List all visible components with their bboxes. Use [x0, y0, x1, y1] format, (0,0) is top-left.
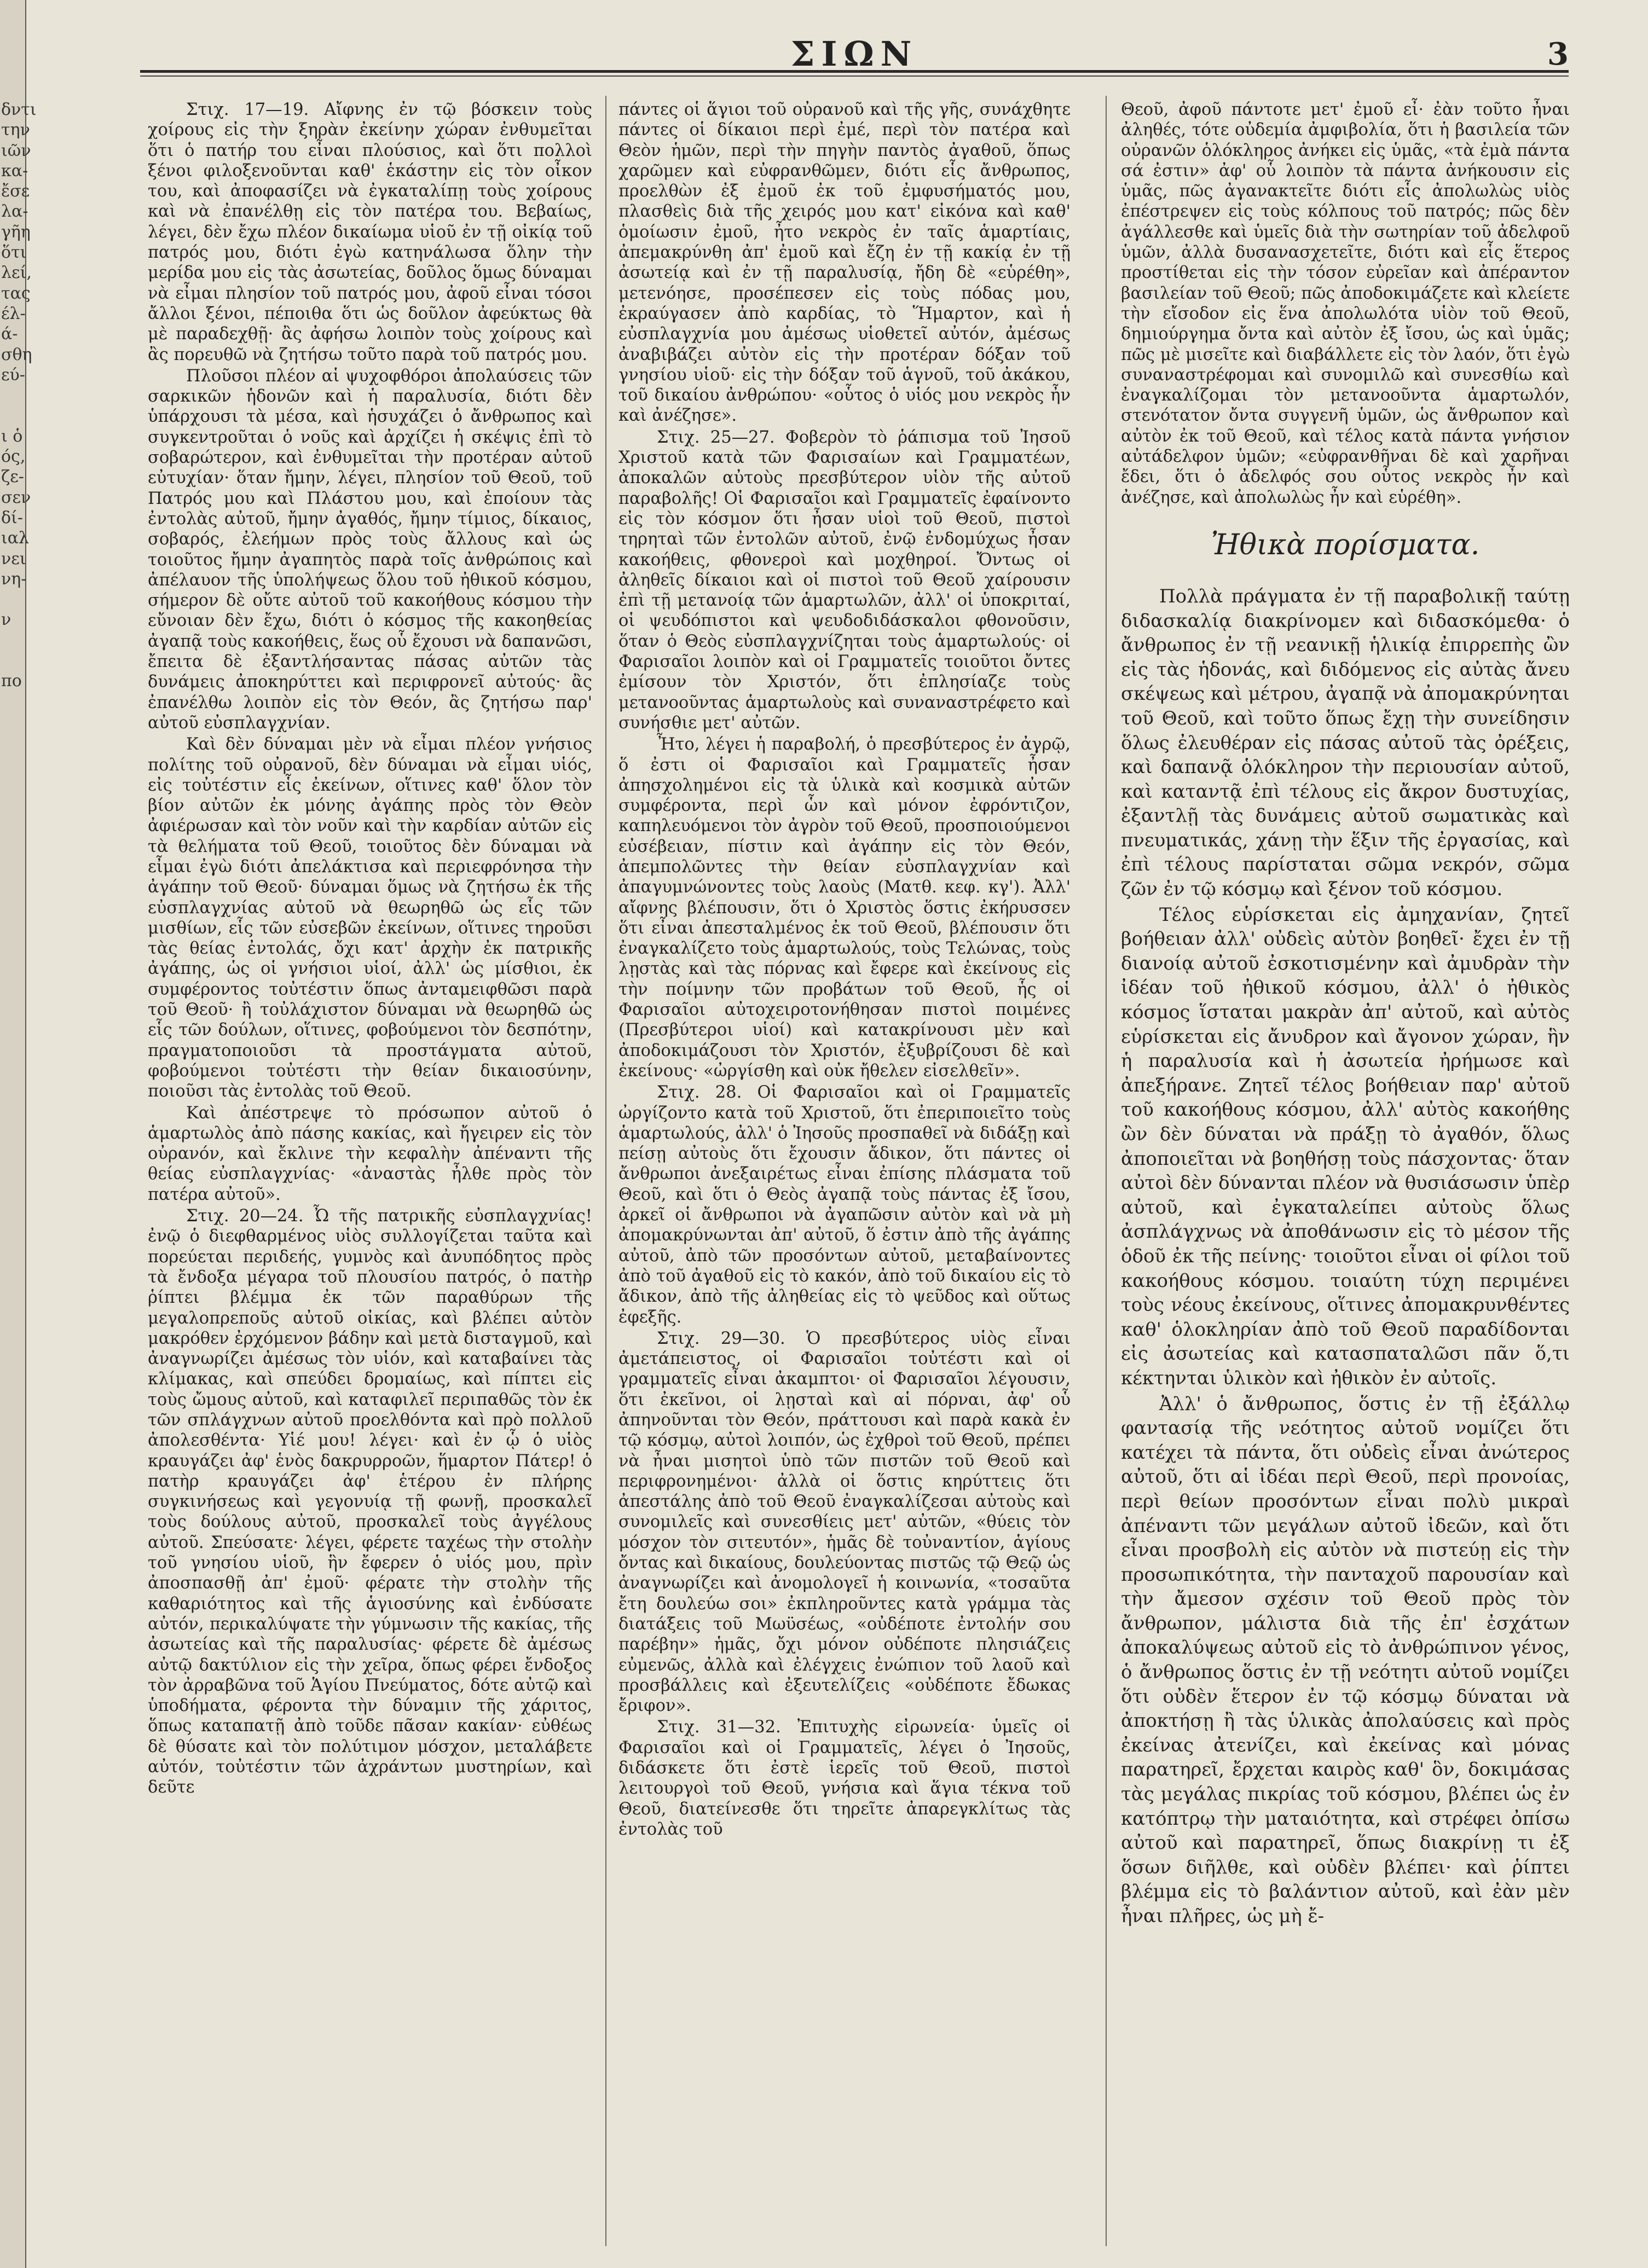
- section-heading: Ἠθικὰ πορίσματα.: [1211, 528, 1480, 561]
- paragraph: Στιχ. 28. Οἱ Φαρισαῖοι καὶ οἱ Γραμματεῖς ὠργίζοντο κατὰ τοῦ Χριστοῦ, ὅτι ἐπεριποιεῖτο τοὺς ἁμαρτωλούς, ἀλλ' ὁ Ἰησοῦς προσπαθεῖ νὰ διδάξῃ καὶ πείσῃ αὐτοὺς ὅτι ἔχουσιν ἄδικον, ὅτι πάντες οἱ ἄνθρωποι ἀνεξαιρέτως εἶναι ἐπίσης πλάσματα τοῦ Θεοῦ, καὶ ὅτι ὁ Θεὸς ἀγαπᾷ τοὺς πάντας ἐξ ἴσου, ἀρκεῖ οἱ ἄνθρωποι νὰ ἀγαπῶσιν αὐτὸν καὶ νὰ μὴ ἀπομακρύνωνται ἀπ' αὐτοῦ, ὅ ἐστιν ἀπὸ τῆς ἀγάπης αὐτοῦ, ἀπὸ τῶν προσόντων αὐτοῦ, μεταβαίνοντες ἀπὸ τοῦ ἀγαθοῦ εἰς τὸ κακόν, ἀπὸ τοῦ δικαίου εἰς τὸ ἄδικον, ἀπὸ τῆς ἀληθείας εἰς τὸ ψεῦδος καὶ οὕτως ἐφεξῆς.: [618, 1083, 1071, 1327]
- left-margin-fragments: δντι την ιῶν κα- ἔσε λα- γῆη ὅτι λεί, τας έλ- ά- σθη εύ- ι ὁ ός, ζε- σεν δί- ιαλ νει νη- ν πο: [1, 100, 37, 691]
- paragraph: Στιχ. 29—30. Ὁ πρεσβύτερος υἱὸς εἶναι ἀμετάπειστος, οἱ Φαρισαῖοι τοὐτέστι καὶ οἱ γραμματεῖς εἶναι ἀκαμπτοι· οἱ Φαρισαῖοι λέγουσιν, ὅτι ἐκεῖνοι, οἱ λῃσταὶ καὶ αἱ πόρναι, ἀφ' οὗ ἀπηνοῦνται τὸν Θεόν, πράττουσι καὶ παρὰ κακὰ ἐν τῷ κόσμῳ, αὐτοὶ λοιπόν, ὡς ἐχθροὶ τοῦ Θεοῦ, πρέπει νὰ ἦναι μισητοὶ ὑπὸ τῶν πιστῶν τοῦ Θεοῦ καὶ περιφρονημένοι· ἀλλὰ οἱ ὅστις κηρύττεις ὅτι ἀπεστάλης ἀπὸ τοῦ Θεοῦ ἐναγκαλίζεσαι αὐτοὺς καὶ συνομιλεῖς καὶ συνεσθίεις μετ' αὐτῶν, «θύεις τὸν μόσχον τὸν σιτευτόν», ἡμᾶς δὲ τοὐναντίον, ἁγίους ὄντας καὶ δικαίους, δουλεύοντας πιστῶς τῷ Θεῷ ὡς ἀναγνωρίζει καὶ ἀνομολογεῖ ἡ κοινωνία, «τοσαῦτα ἔτη δουλεύω σοι» ἐκπληροῦντες κατὰ γράμμα τὰς διατάξεις τοῦ Μωϋσέως, «οὐδέποτε ἐντολήν σου παρέβην» ἡμᾶς, ὄχι μόνον οὐδέποτε πλησιάζεις εὐμενῶς, ἀλλὰ καὶ ἐλέγχεις ἐνώπιον τοῦ λαοῦ καὶ προσβάλλεις καὶ ἐξευτελίζεις «οὐδέποτε ἔδωκας ἔριφον».: [618, 1329, 1071, 1716]
- paragraph: Ἀλλ' ὁ ἄνθρωπος, ὅστις ἐν τῇ ἐξάλλῳ φαντασίᾳ τῆς νεότητος αὐτοῦ νομίζει ὅτι κατέχει τὰ πάντα, ὅτι οὐδεὶς εἶναι ἀνώτερος αὐτοῦ, ὅτι αἱ ἰδέαι περὶ Θεοῦ, περὶ προνοίας, περὶ θείων προσόντων εἶναι πολὺ μικραὶ ἀπέναντι τῶν μεγάλων αὐτοῦ ἰδεῶν, καὶ ὅτι εἶναι προσβολὴ εἰς αὐτὸν νὰ πιστεύῃ εἰς τὴν προσωπικότητα, τὴν πανταχοῦ παρουσίαν καὶ τὴν ἄμεσον σχέσιν τοῦ Θεοῦ πρὸς τὸν ἄνθρωπον, μάλιστα διὰ τῆς ἐπ' ἐσχάτων ἀποκαλύψεως αὐτοῦ εἰς τὸ ἀνθρώπινον γένος, ὁ ἄνθρωπος ὅστις ἐν τῇ νεότητι αὐτοῦ νομίζει ὅτι οὐδὲν ἕτερον ἐν τῷ κόσμῳ δύναται νὰ ἀποκτήσῃ ἢ τὰς ὑλικὰς ἀπολαύσεις καὶ πρὸς ἐκείνας ἀτενίζει, καὶ ἐκείνας καὶ μόνας παρατηρεῖ, ἔρχεται καιρὸς καθ' ὃν, δοκιμάσας τὰς μεγάλας πικρίας τοῦ κόσμου, βλέπει ὡς ἐν κατόπτρῳ τὴν ματαιότητα, καὶ στρέφει ὀπίσω αὐτοῦ καὶ παρατηρεῖ, ὅπως διακρίνῃ τι ἐξ ὅσων διῆλθε, καὶ οὐδὲν βλέπει· καὶ ῥίπτει βλέμμα εἰς τὸ βαλάντιον αὐτοῦ, καὶ ἐὰν μὲν ἦναι πλῆρες, ὡς μὴ ἔ-: [1121, 1393, 1570, 1927]
- paragraph: Καὶ ἀπέστρεψε τὸ πρόσωπον αὐτοῦ ὁ ἁμαρτωλὸς ἀπὸ πάσης κακίας, καὶ ἤγειρεν εἰς τὸν οὐρανόν, καὶ ἔκλινε τὴν κεφαλὴν ἀπέναντι τῆς θείας εὐσπλαγχνίας· «ἀναστὰς ἦλθε πρὸς τὸν πατέρα αὐτοῦ».: [148, 1103, 592, 1204]
- paragraph: Καὶ δὲν δύναμαι μὲν νὰ εἶμαι πλέον γνήσιος πολίτης τοῦ οὐρανοῦ, δὲν δύναμαι νὰ εἶμαι υἱός, εἰς τοὐτέστιν εἷς ἐκείνων, οἵτινες καθ' ὅλον τὸν βίον αὐτῶν ἐκ μόνης ἀγάπης πρὸς τὸν Θεὸν ἀφιέρωσαν καὶ τὸν νοῦν καὶ τὴν καρδίαν αὐτῶν εἰς τὰ θελήματα τοῦ Θεοῦ, τοιοῦτος δὲν δύναμαι νὰ εἶμαι ἐγὼ διότι ἀπελάκτισα καὶ περιεφρόνησα τὴν ἀγάπην τοῦ Θεοῦ· δύναμαι ὅμως νὰ ζητήσω ἐκ τῆς εὐσπλαγχνίας αὐτοῦ νὰ θεωρηθῶ ὡς εἷς τῶν μισθίων, εἷς τῶν εὐσεβῶν ἐκείνων, οἵτινες τηροῦσι τὰς θείας ἐντολάς, ὄχι κατ' ἀρχὴν ἐκ πατρικῆς ἀγάπης, ὡς οἱ γνήσιοι υἱοί, ἀλλ' ὡς μίσθιοι, ἐκ συμφέροντος τοὐτέστιν ὅπως ἀνταμειφθῶσι παρὰ τοῦ Θεοῦ· ἢ τοὐλάχιστον δύναμαι νὰ θεωρηθῶ ὡς εἷς τῶν δούλων, οἵτινες, φοβούμενοι τὸν δεσπότην, πραγματοποιοῦσι τὰ προστάγματα αὐτοῦ, φοβούμενοι τοὐτέστι τὴν θείαν δικαιοσύνην, ποιοῦσι τὰς ἐντολὰς τοῦ Θεοῦ.: [148, 735, 592, 1101]
- paragraph: πάντες οἱ ἅγιοι τοῦ οὐρανοῦ καὶ τῆς γῆς, συνάχθητε πάντες οἱ δίκαιοι περὶ ἐμέ, περὶ τὸν πατέρα καὶ Θεὸν ἡμῶν, περὶ τὴν πηγὴν παντὸς ἀγαθοῦ, ὅπως χαρῶμεν καὶ εὐφρανθῶμεν, διότι εἷς ἄνθρωπος, προελθὼν ἐξ ἐμοῦ ἐκ τοῦ ἐμφυσήματός μου, πλασθεὶς διὰ τῆς χειρός μου κατ' εἰκόνα καὶ καθ' ὁμοίωσιν ἐμοῦ, ἦτο νεκρὸς ἐν ταῖς ἁμαρτίαις, ἀπεμακρύνθη ἀπ' ἐμοῦ καὶ ἔζη ἐν τῇ κακίᾳ ἐν τῇ ἀσωτείᾳ καὶ ἐν τῇ παραλυσίᾳ, ἤδη δὲ «εὑρέθη», μετενόησε, προσέπεσεν εἰς τοὺς πόδας μου, ἐκραύγασεν ἀπὸ καρδίας, τὸ Ἥμαρτον, καὶ ἡ εὐσπλαγχνία μου ἀμέσως υἱοθετεῖ αὐτόν, ἀμέσως ἀναβιβάζει αὐτὸν εἰς τὴν προτέραν δόξαν τοῦ γνησίου υἱοῦ· εἰς τὴν δόξαν τοῦ ἁγνοῦ, τοῦ ἀκάκου, τοῦ δικαίου ἀνθρώπου· «οὗτος ὁ υἱός μου νεκρὸς ἦν καὶ ἀνέζησε».: [618, 100, 1071, 426]
- paragraph: Θεοῦ, ἀφοῦ πάντοτε μετ' ἐμοῦ εἶ· ἐὰν τοῦτο ἦναι ἀληθές, τότε οὐδεμία ἀμφιβολία, ὅτι ἡ βασιλεία τῶν οὐρανῶν ὁλόκληρος ἀνήκει εἰς ὑμᾶς, «τὰ ἐμὰ πάντα σά ἐστιν» ἀφ' οὗ λοιπὸν τὰ πάντα ἀνήκουσιν εἰς ὑμᾶς, πῶς ἀγανακτεῖτε διότι εἷς ἀπολωλὼς υἱὸς ἐπέστρεψεν εἰς τοὺς κόλπους τοῦ πατρός; πῶς δὲν ἀγάλλεσθε καὶ ὑμεῖς διὰ τὴν σωτηρίαν τοῦ ἀδελφοῦ ὑμῶν, ἀλλὰ δυσανασχετεῖτε, διότι καὶ εἷς ἕτερος προστίθεται εἰς τὴν τόσον εὐρεῖαν καὶ ἀπέραντον βασιλείαν τοῦ Θεοῦ; πῶς ἀποδοκιμάζετε καὶ κλείετε τὴν εἴσοδον εἰς ἕνα ἀπολωλότα υἱὸν τοῦ Θεοῦ, δημιούργημα ὄντα καὶ αὐτὸν ἐξ ἴσου, ὡς καὶ ὑμᾶς; πῶς μὲ μισεῖτε καὶ διαβάλλετε εἰς τὸν λαόν, ὅτι ἐγὼ συναναστρέφομαι καὶ συνομιλῶ καὶ συνεσθίω καὶ ἐναγκαλίζομαι τὸν μετανοοῦντα ἁμαρτωλόν, στενότατον ὄντα συγγενῆ ὑμῶν, ὡς ἄνθρωπον καὶ αὐτὸν ἐκ τοῦ Θεοῦ, καὶ τέλος κατὰ πάντα γνήσιον αὐτάδελφον ὑμῶν; «εὐφρανθῆναι δὲ καὶ χαρῆναι ἔδει, ὅτι ὁ ἀδελφός σου οὗτος νεκρὸς ἦν καὶ ἀνέζησε, καὶ ἀπολωλὼς ἦν καὶ εὑρέθη».: [1121, 100, 1570, 507]
- paragraph: Στιχ. 20—24. Ὦ τῆς πατρικῆς εὐσπλαγχνίας! ἐνῷ ὁ διεφθαρμένος υἱὸς συλλογίζεται ταῦτα καὶ πορεύεται περιδεής, γυμνὸς καὶ ἀνυπόδητος πρὸς τὰ ἔνδοξα μέγαρα τοῦ πλουσίου πατρός, ὁ πατὴρ ῥίπτει βλέμμα ἐκ τῶν παραθύρων τῆς μεγαλοπρεποῦς αὐτοῦ οἰκίας, καὶ βλέπει αὐτὸν μακρόθεν ἐρχόμενον βάδην καὶ μετὰ δισταγμοῦ, καὶ ἀναγνωρίζει ἀμέσως τὸν υἱόν, καὶ καταβαίνει τὰς κλίμακας, καὶ σπεύδει δρομαίως, καὶ πίπτει εἰς τοὺς ὤμους αὐτοῦ, καὶ καταφιλεῖ περιπαθῶς τὸν ἐκ τῶν σπλάγχνων αὐτοῦ προελθόντα καὶ πρὸ πολλοῦ ἀπολεσθέντα· Υἱέ μου! λέγει· καὶ ἐν ᾧ ὁ υἱὸς κραυγάζει ἀφ' ἑνὸς δακρυρροῶν, ἥμαρτον Πάτερ! ὁ πατὴρ κραυγάζει ἀφ' ἑτέρου ἐν πλήρης συγκινήσεως καὶ γεγονυίᾳ τῇ φωνῇ, προσκαλεῖ τοὺς δούλους αὐτοῦ, προσκαλεῖ τοὺς ἀγγέλους αὐτοῦ. Σπεύσατε· λέγει, φέρετε ταχέως τὴν στολὴν τοῦ γνησίου υἱοῦ, ἣν ἔφερεν ὁ υἱός μου, πρὶν ἀποσπασθῇ ἀπ' ἐμοῦ· φέρατε τὴν στολὴν τῆς καθαριότητος καὶ τῆς ἁγιοσύνης καὶ ἐνδύσατε αὐτόν, περικαλύψατε τὴν γύμνωσιν τῆς κακίας, τῆς ἀσωτείας καὶ τῆς παραλυσίας· φέρετε δὲ ἀμέσως αὐτῷ δακτύλιον εἰς τὴν χεῖρα, ὅπως φέρει ἔνδοξος τὸν ἀρραβῶνα τοῦ Ἁγίου Πνεύματος, δότε αὐτῷ καὶ ὑποδήματα, φέροντα τὴν δύναμιν τῆς χάριτος, ὅπως καταπατῇ ἀπὸ τοῦδε πᾶσαν κακίαν· εὐθέως δὲ θύσατε καὶ τὸν πολύτιμον μόσχον, μεταλάβετε αὐτόν, τοὐτέστιν τῶν ἀχράντων μυστηρίων, καὶ δεῦτε: [148, 1206, 592, 1797]
- paragraph: Πλοῦσοι πλέον αἱ ψυχοφθόροι ἀπολαύσεις τῶν σαρκικῶν ἡδονῶν καὶ ἡ παραλυσία, διότι δὲν ὑπάρχουσι τὰ μέσα, καὶ ἡσυχάζει ὁ ἄνθρωπος καὶ συγκεντροῦται ὁ νοῦς καὶ ἀρχίζει ἡ σκέψις ἐπὶ τὸ σοβαρώτερον, καὶ ἐνθυμεῖται τὴν προτέραν αὐτοῦ εὐτυχίαν· ὅταν ἤμην, λέγει, πλησίον τοῦ Θεοῦ, τοῦ Πατρός μου καὶ Πλάστου μου, καὶ ἐποίουν τὰς ἐντολὰς αὐτοῦ, ἤμην ἀγαθός, ἤμην τίμιος, δίκαιος, σοβαρός, ἐλεήμων πρὸς τοὺς ἄλλους καὶ ὡς τοιοῦτος ἤμην ἀγαπητὸς παρὰ τοῖς ἀνθρώποις καὶ ἀπέλαυον τῆς ὑπολήψεως ὅλου τοῦ ἠθικοῦ κόσμου, σήμερον δὲ οὔτε αὐτοῦ τοῦ κακοήθους κόσμου τὴν εὔνοιαν δὲν ἔχω, διότι ὁ κόσμος τῆς κακοηθείας ἀγαπᾷ τοὺς κακοήθεις, ἕως οὗ ἔχουσι νὰ δαπανῶσι, ἔπειτα δὲ ἐξαντλήσαντας πάσας αὐτῶν τὰς δυνάμεις ἀποκηρύττει καὶ περιφρονεῖ αὐτούς· ἂς ἐπανέλθω λοιπὸν εἰς τὸν Θεόν, ἂς ζητήσω παρ' αὐτοῦ εὐσπλαγχνίαν.: [148, 366, 592, 733]
- text-column-1: [148, 100, 592, 2244]
- column-divider: [605, 96, 606, 2246]
- left-page-edge: [0, 0, 37, 2268]
- paragraph: Στιχ. 31—32. Ἐπιτυχὴς εἰρωνεία· ὑμεῖς οἱ Φαρισαῖοι καὶ οἱ Γραμματεῖς, λέγει ὁ Ἰησοῦς, διδάσκετε ὅτι ἐστὲ ἱερεῖς τοῦ Θεοῦ, πιστοὶ λειτουργοὶ τοῦ Θεοῦ, γνήσια καὶ ἅγια τέκνα τοῦ Θεοῦ, διατείνεσθε ὅτι τηρεῖτε ἀπαρεγκλίτως τὰς ἐντολὰς τοῦ: [618, 1718, 1071, 1839]
- text-column-2: [618, 100, 1071, 2244]
- paragraph: Στιχ. 17—19. Αἴφνης ἐν τῷ βόσκειν τοὺς χοίρους εἰς τὴν ξηρὰν ἐκείνην χώραν ἐνθυμεῖται ὅτι ὁ πατήρ του εἶναι πλούσιος, καὶ ὅτι πολλοὶ ξένοι φιλοξενοῦνται καθ' ἑκάστην εἰς τὸν οἶκον του, καὶ ἀποφασίζει νὰ ἐγκαταλίπῃ τοὺς χοίρους καὶ νὰ ἐπανέλθῃ εἰς τὸν πατέρα του. Βεβαίως, λέγει, δὲν ἔχω πλέον δικαίωμα υἱοῦ ἐν τῇ οἰκίᾳ τοῦ πατρός μου, διότι ἐγὼ κατηνάλωσα ὅλην τὴν μερίδα μου εἰς τὰς ἀσωτείας, δοῦλος ὅμως δύναμαι νὰ εἶμαι πλησίον τοῦ πατρός μου, ἀφοῦ εἶναι τόσοι ἄλλοι ξένοι, πέποιθα ὅτι ὡς δοῦλον ἀφεύκτως θὰ μὲ παραδεχθῇ· ἂς ἀφήσω λοιπὸν τοὺς χοίρους καὶ ἂς πορευθῶ νὰ ζητήσω τοῦτο παρὰ τοῦ πατρός μου.: [148, 100, 592, 364]
- column-divider: [1106, 96, 1107, 2246]
- paragraph: Στιχ. 25—27. Φοβερὸν τὸ ῥάπισμα τοῦ Ἰησοῦ Χριστοῦ κατὰ τῶν Φαρισαίων καὶ Γραμματέων, ἀποκαλῶν αὐτοὺς πρεσβύτερον υἱὸν τῆς αὐτοῦ παραβολῆς! Οἱ Φαρισαῖοι καὶ Γραμματεῖς ἐφαίνοντο εἰς τὸν κόσμον ὅτι ἦσαν υἱοὶ τοῦ Θεοῦ, πιστοὶ τηρηταὶ τῶν ἐντολῶν αὐτοῦ, ἐνῷ ἐνδομύχως ἦσαν κακοήθεις, φθονεροὶ καὶ μοχθηροί. Ὄντως οἱ ἀληθεῖς δίκαιοι καὶ οἱ πιστοὶ τοῦ Θεοῦ χαίρουσιν ἐπὶ τῇ μετανοίᾳ τῶν ἁμαρτωλῶν, ἀλλ' οἱ ὑποκριταί, οἱ ψευδόπιστοι καὶ ψευδοδιδάσκαλοι φθονοῦσιν, ὅταν ὁ Θεὸς εὐσπλαγχνίζηται τοὺς ἁμαρτωλούς· οἱ Φαρισαῖοι λοιπὸν καὶ οἱ Γραμματεῖς τοιοῦτοι ὄντες ἐμίσουν τὸν Χριστόν, ὅτι ἐπλησίαζε τοὺς μετανοοῦντας ἁμαρτωλοὺς καὶ συναναστρέφετο καὶ συνήσθιε μετ' αὐτῶν.: [618, 427, 1071, 733]
- paragraph: Τέλος εὑρίσκεται εἰς ἀμηχανίαν, ζητεῖ βοήθειαν ἀλλ' οὐδεὶς αὐτὸν βοηθεῖ· ἔχει ἐν τῇ διανοίᾳ αὐτοῦ ἐσκοτισμένην καὶ ἀμυδρὰν τὴν ἰδέαν τοῦ ἠθικοῦ κόσμου, ἀλλ' ὁ ἠθικὸς κόσμος ἵσταται μακρὰν ἀπ' αὐτοῦ, καὶ αὐτὸς εὑρίσκεται εἰς ἄνυδρον καὶ ἄγονον χώραν, ἣν ἡ παραλυσία καὶ ἡ ἀσωτεία ἠρήμωσε καὶ ἀπεξήρανε. Ζητεῖ τέλος βοήθειαν παρ' αὐτοῦ τοῦ κακοήθους κόσμου, ἀλλ' αὐτὸς κακοήθης ὢν δὲν δύναται νὰ πράξῃ τὸ ἀγαθόν, ὅλως ἀποποιεῖται νὰ βοηθήσῃ τοὺς πάσχοντας· ὅταν αὐτοὶ δὲν δύνανται πλέον νὰ θυσιάσωσιν ὑπὲρ αὐτοῦ, καὶ ἐγκαταλείπει αὐτοὺς ὅλως ἀσπλάγχνως νὰ ἀποθάνωσιν εἰς τὸ μέσον τῆς ὁδοῦ ἐκ τῆς πείνης· τοιοῦτοι εἶναι οἱ φίλοι τοῦ κακοήθους κόσμου. τοιαύτη τύχη περιμένει τοὺς νέους ἐκείνους, οἵτινες ἀπομακρυνθέντες καθ' ὁλοκληρίαν ἀπὸ τοῦ Θεοῦ παραδίδονται εἰς ἀσωτείας καὶ κατασπαταλῶσι πᾶν ὅ,τι κέκτηνται ὑλικὸν καὶ ἠθικὸν ἐν αὐτοῖς.: [1121, 903, 1570, 1389]
- page-title: ΣΙΩΝ: [790, 34, 918, 74]
- paragraph: Πολλὰ πράγματα ἐν τῇ παραβολικῇ ταύτῃ διδασκαλίᾳ διακρίνομεν καὶ διδασκόμεθα· ὁ ἄνθρωπος ἐν τῇ νεανικῇ ἡλικίᾳ ἐπιρρεπὴς ὢν εἰς τὰς ἡδονάς, καὶ διδόμενος εἰς αὐτὰς ἄνευ σκέψεως καὶ μέτρου, ἀγαπᾷ νὰ ἀπομακρύνηται τοῦ Θεοῦ, καὶ τοῦτο ὅπως ἔχῃ τὴν συνείδησιν ὅλως ἐλευθέραν εἰς πάσας αὐτοῦ τὰς ὀρέξεις, καὶ δαπανᾷ ὁλόκληρον τὴν περιουσίαν αὐτοῦ, καὶ καταντᾷ ἐπὶ τέλους εἰς ἄκρον δυστυχίας, ἐξαντλῇ τὰς δυνάμεις αὐτοῦ σωματικὰς καὶ πνευματικάς, χάνῃ τὴν ἕξιν τῆς ἐργασίας, καὶ ἐπὶ τέλους παρίσταται σῶμα νεκρόν, σῶμα ζῶν ἐν τῷ κόσμῳ καὶ ξένον τοῦ κόσμου.: [1121, 585, 1570, 901]
- section-body: [1121, 584, 1570, 1929]
- header-rule-thin: [140, 76, 1569, 77]
- page-number: 3: [1547, 36, 1569, 72]
- paragraph: Ἦτο, λέγει ἡ παραβολή, ὁ πρεσβύτερος ἐν ἀγρῷ, ὅ ἐστι οἱ Φαρισαῖοι καὶ Γραμματεῖς ἦσαν ἀπησχολημένοι εἰς τὰ ὑλικὰ καὶ κοσμικὰ αὐτῶν συμφέροντα, περὶ ὧν καὶ μόνον ἐφρόντιζον, καπηλευόμενοι τὸν ἀγρὸν τοῦ Θεοῦ, προσποιούμενοι εὐσέβειαν, πίστιν καὶ ἀγάπην εἰς τὸν Θεόν, ἀπεμπολῶντες τὴν θείαν εὐσπλαγχνίαν καὶ ἀπαγυμνώνοντες τοὺς λαοὺς (Ματθ. κεφ. κγ'). Ἀλλ' αἴφνης βλέπουσιν, ὅτι ὁ Χριστὸς ὅστις ἐκήρυσσεν ὅτι εἶναι ἀπεσταλμένος ἐκ τοῦ Θεοῦ, βλέπουσιν ὅτι ἐναγκαλίζετο τοὺς ἁμαρτωλούς, τοὺς Τελώνας, τοὺς λῃστὰς καὶ τὰς πόρνας καὶ ἔφερε καὶ ἐκείνους εἰς τὴν ποίμνην τῶν προβάτων τοῦ Θεοῦ, ἧς οἱ Φαρισαῖοι αὐτοχειροτονήθησαν πιστοὶ ποιμένες (Πρεσβύτεροι υἱοί) καὶ κατακρίνουσι μὲν καὶ ἀποδοκιμάζουσι τὸν Χριστόν, ἐξυβρίζουσι δὲ καὶ ἐκείνους· «ὠργίσθη καὶ οὐκ ἤθελεν εἰσελθεῖν».: [618, 735, 1071, 1081]
- header-rule: [140, 70, 1569, 73]
- text-column-3: [1121, 100, 1570, 2244]
